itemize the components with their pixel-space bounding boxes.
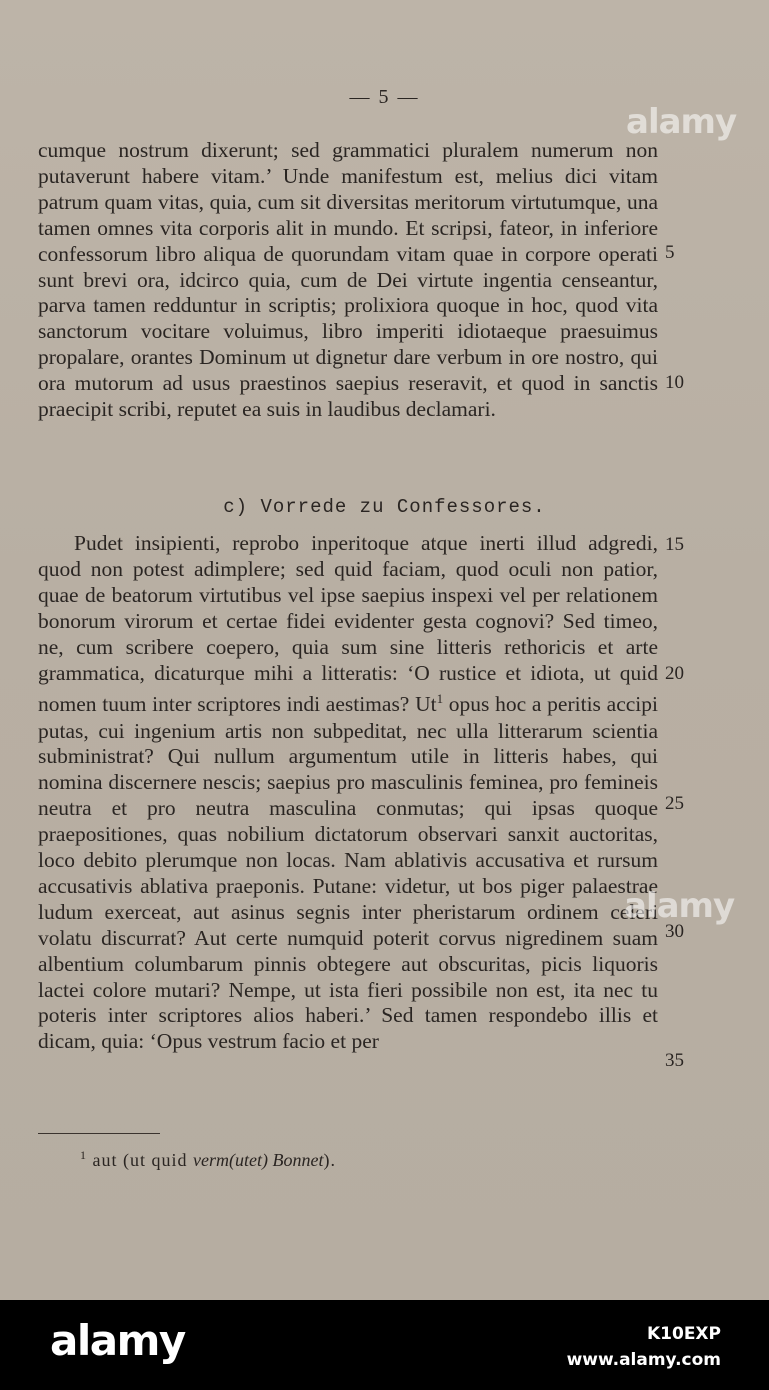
- footnote-divider: [38, 1133, 160, 1134]
- watermark-overlay-middle: alamy: [624, 886, 735, 926]
- paragraph-2: [38, 531, 658, 1055]
- line-number-10: 10: [665, 372, 684, 393]
- paragraph-2-text: [38, 531, 658, 1055]
- footnote-italic: verm(utet) Bonnet: [193, 1150, 324, 1170]
- paragraph-1-text: cumque nostrum dixerunt; sed grammatici pluralem numerum non putaverunt habere vitam.’ Unde manifestum est, melius dici vitam patrum quam vitas, quia, cum sit diversitas meritorum virtutumque, una tamen omnes vita corporis alit in mundo. Et scripsi, fateor, in inferiore confessorum libro aliqua de quorundam vitam quae in corpore operati sunt brevi ora, idcirco quia, cum de Dei virtute ingentia censeantur, parva tamen redduntur in scriptis; prolixiora quoque in hoc, quod vita sanctorum vocitare voluimus, libro imperiti idiotaeque praesuimus propalare, orantes Dominum ut dignetur dare verbum in ore nostro, qui ora mutorum ad usus praestinos saepius reseravit, et quod in sanctis praecipit scribi, reputet ea suis in laudibus declamari.: [38, 138, 658, 422]
- paragraph-2-end: opus hoc a peritis accipi putas, cui ingenium artis non subpeditat, nec ulla litterarum scientia subministrat? Qui nullum argumentum utile in litteris habes, qui nomina discernere nescis; saepius pro masculinis feminea, pro femineis neutra et pro neutra masculina conmutas; qui ipsas quoque praepositiones, quas nobilium dictatorum observari sanxit auctoritas, loco debito plerumque non locas. Nam ablativis accusativa et rursum accusativis ablativa praeponis. Putane: videtur, ut bos piger palaestrae ludum exerceat, aut asinus segnis inter pheristarum ordinem celeri volatu discurrat? Aut certe numquid poterit corvus nigredinem suam albentium columbarum pinnis obtegere aut obscuritas, picis liquoris lactei colore mutari? Nempe, ut ista fieri possibile non est, ita nec tu poteris inter scriptores alios haberi.’ Sed tamen respondebo illis et dicam, quia: ‘Opus vestrum facio et per: [38, 692, 658, 1054]
- line-number-15: 15: [665, 534, 684, 555]
- watermark-overlay-top: alamy: [626, 102, 737, 142]
- paragraph-2-start: Pudet insipienti, reprobo inperitoque atque inerti illud adgredi, quod non potest adimplere; sed quid faciam, quod oculi non patior, quae de beatorum virtutibus vel ipse saepius inspexi vel per relationem bonorum virorum et certae fidei evidenter gesta cognovi? Sed timeo, ne, cum scribere coepero, quia sum sine litteris rethoricis et arte grammatica, dicaturque mihi a litteratis: ‘O rustice et idiota, ut quid nomen tuum inter scriptores indi aestimas? Ut: [38, 531, 658, 717]
- line-number-5: 5: [665, 242, 675, 263]
- watermark-banner: [0, 1300, 769, 1390]
- footnote-reference: 1: [436, 691, 444, 707]
- line-number-30: 30: [665, 921, 684, 942]
- footnote-end: ).: [323, 1150, 336, 1170]
- line-number-25: 25: [665, 793, 684, 814]
- footnote: [80, 1148, 336, 1171]
- alamy-logo: alamy: [50, 1316, 185, 1365]
- line-number-20: 20: [665, 663, 684, 684]
- paragraph-1: [38, 138, 658, 423]
- page-number: — 5 —: [349, 86, 420, 108]
- footnote-text: aut (ut quid: [87, 1150, 193, 1170]
- footnote-marker: 1: [80, 1148, 87, 1162]
- alamy-url: www.alamy.com: [566, 1350, 721, 1370]
- section-heading: c) Vorrede zu Confessores.: [223, 496, 546, 518]
- image-id: K10EXP: [646, 1324, 721, 1344]
- line-number-35: 35: [665, 1050, 684, 1071]
